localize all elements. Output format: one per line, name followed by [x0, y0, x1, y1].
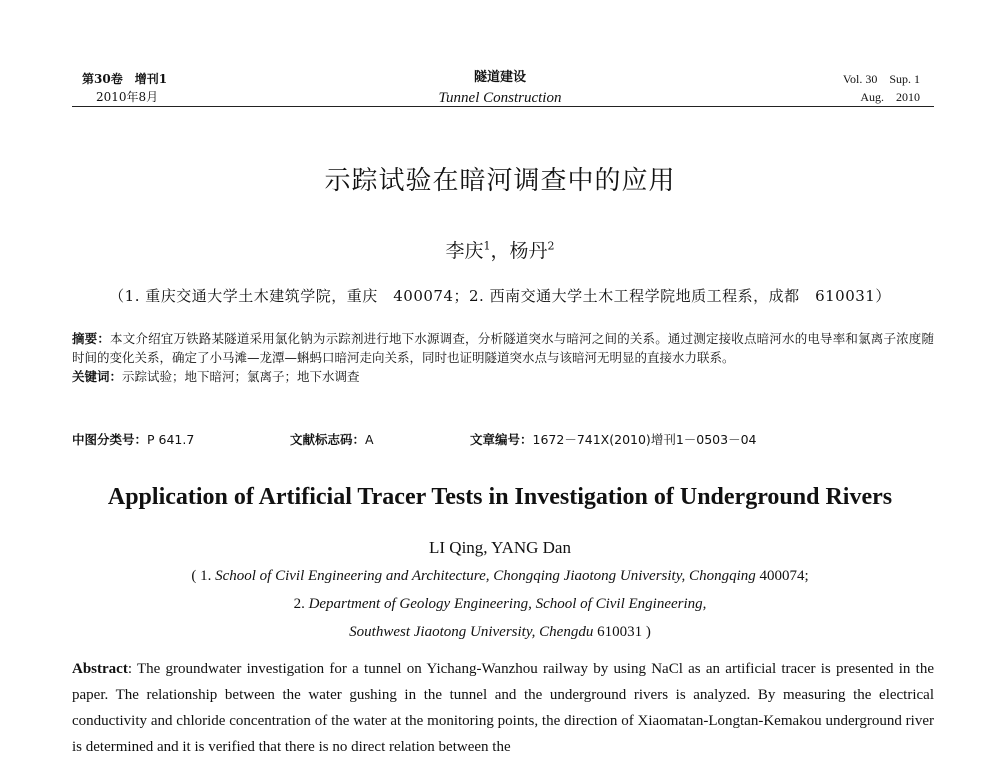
- clc-value: P 641.7: [147, 432, 195, 447]
- article-number-label: 文章编号：: [470, 432, 533, 447]
- affiliation-en-line-2: 2. Department of Geology Engineering, School of Civil Engineering,: [293, 596, 707, 612]
- volume-issue: 第30卷 增刊1: [82, 72, 168, 86]
- affiliations-cn: （1. 重庆交通大学土木建筑学院，重庆 400074；2. 西南交通大学土木工程学院地质工程系，成都 610031）: [109, 287, 891, 305]
- journal-name-en: Tunnel Construction: [438, 90, 562, 106]
- paper-title-cn: 示踪试验在暗河调查中的应用: [324, 166, 676, 196]
- journal-name: [400, 68, 600, 108]
- volume-supplement: Vol. 30 Sup. 1: [842, 72, 920, 86]
- header-left: [82, 70, 167, 106]
- abstract-text-en: : The groundwater investigation for a tunnel on Yichang-Wanzhou railway by using NaCl as an artificial tracer is presented in the paper. The relationship between the water gushing in the tunnel and the underground rivers is analyzed. By measuring the electrical conductivity and chloride concentration of the water at the monitoring points, the direction of Xiaomatan-Longtan-Kemakou underground river is determined and it is verified that there is no direct relation between the: [72, 661, 934, 755]
- article-number: [470, 430, 756, 448]
- abstract-text-cn: 本文介绍宜万铁路某隧道采用氯化钠为示踪剂进行地下水源调查，分析隧道突水与暗河之间的关系。通过测定接收点暗河水的电导率和氯离子浓度随时间的变化关系，确定了小马滩—龙潭—蝌蚂口暗河走向关系，同时也证明隧道突水点与该暗河无明显的直接水力联系。: [72, 331, 934, 365]
- publication-date-en: Aug. 2010: [860, 90, 920, 104]
- abstract-label-cn: 摘要：: [72, 331, 111, 346]
- document-code-value: A: [365, 432, 374, 447]
- paper-title-en: Application of Artificial Tracer Tests in Investigation of Underground Rivers: [107, 484, 893, 510]
- abstract-cn: [72, 329, 934, 386]
- authors-cn: [0, 236, 1000, 263]
- document-code-label: 文献标志码：: [290, 432, 366, 447]
- keywords-text: 示踪试验；地下暗河；氯离子；地下水调查: [122, 369, 360, 384]
- abstract-en: [72, 656, 934, 760]
- article-number-value: 1672－741X(2010)增刊1－0503－04: [532, 432, 757, 447]
- clc-label: 中图分类号：: [72, 432, 148, 447]
- author-2: 杨丹: [509, 240, 548, 262]
- author-separator: ，: [490, 240, 510, 262]
- author-1: 李庆: [445, 240, 484, 262]
- header-rule: [72, 106, 934, 107]
- affiliation-en-line-1: ( 1. School of Civil Engineering and Architecture, Chongqing Jiaotong University, Chongqing 400074;: [191, 568, 809, 584]
- keywords-label: 关键词：: [72, 369, 123, 384]
- author-1-affiliation-mark: 1: [483, 239, 491, 253]
- journal-name-cn: 隧道建设: [473, 70, 526, 85]
- authors-en: LI Qing, YANG Dan: [429, 538, 571, 557]
- abstract-label-en: Abstract: [72, 661, 128, 677]
- clc-number: [72, 430, 194, 448]
- author-2-affiliation-mark: 2: [547, 239, 555, 253]
- header-right: [820, 70, 920, 106]
- document-code: [290, 430, 374, 448]
- affiliation-en-line-3: Southwest Jiaotong University, Chengdu 610031 ): [349, 624, 651, 640]
- publication-date-cn: 2010年8月: [96, 90, 159, 104]
